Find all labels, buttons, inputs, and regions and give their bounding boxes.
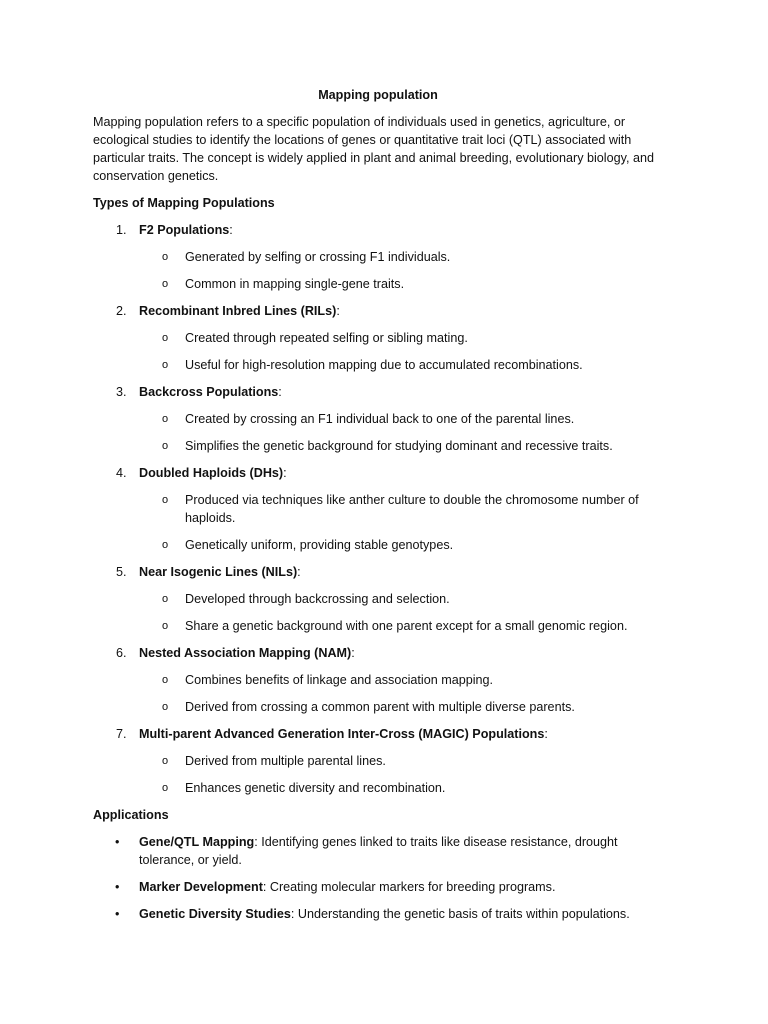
type-name: Recombinant Inbred Lines (RILs) xyxy=(139,304,337,318)
hollow-bullet-icon: o xyxy=(162,494,169,506)
type-suffix: : xyxy=(544,727,548,741)
type-points xyxy=(93,248,663,293)
type-heading-line xyxy=(93,725,663,743)
application-term: Genetic Diversity Studies xyxy=(139,907,291,921)
type-points xyxy=(93,590,663,635)
hollow-bullet-icon: o xyxy=(162,440,169,452)
type-number: 7. xyxy=(116,727,127,741)
type-points xyxy=(93,410,663,455)
type-point-text: Developed through backcrossing and selection. xyxy=(185,592,450,606)
type-name: Nested Association Mapping (NAM) xyxy=(139,646,352,660)
hollow-bullet-icon: o xyxy=(162,251,169,263)
hollow-bullet-icon: o xyxy=(162,593,169,605)
type-name: Multi-parent Advanced Generation Inter-Cross (MAGIC) Populations xyxy=(139,727,545,741)
application-text: : Creating molecular markers for breeding programs. xyxy=(262,880,556,894)
hollow-bullet-icon: o xyxy=(162,278,169,290)
type-point xyxy=(93,752,663,770)
type-item xyxy=(93,464,663,554)
application-text: : Identifying genes linked to traits like disease resistance, drought tolerance, or yield. xyxy=(139,835,618,867)
application-item xyxy=(93,905,663,923)
type-point xyxy=(93,356,663,374)
type-point xyxy=(93,779,663,797)
type-point-text: Simplifies the genetic background for studying dominant and recessive traits. xyxy=(185,439,613,453)
document-page xyxy=(93,86,663,932)
type-suffix: : xyxy=(336,304,340,318)
type-heading-line xyxy=(93,563,663,581)
hollow-bullet-icon: o xyxy=(162,539,169,551)
bullet-icon: • xyxy=(115,907,120,921)
type-number: 1. xyxy=(116,223,127,237)
type-point xyxy=(93,590,663,608)
type-point-text: Created by crossing an F1 individual back to one of the parental lines. xyxy=(185,412,575,426)
type-suffix: : xyxy=(229,223,233,237)
application-item xyxy=(93,833,663,869)
type-name: Doubled Haploids (DHs) xyxy=(139,466,284,480)
hollow-bullet-icon: o xyxy=(162,782,169,794)
bullet-icon: • xyxy=(115,880,120,894)
type-point-text: Derived from multiple parental lines. xyxy=(185,754,386,768)
type-point-text: Produced via techniques like anther culture to double the chromosome number of haploids. xyxy=(185,493,639,525)
type-name: Backcross Populations xyxy=(139,385,279,399)
application-item xyxy=(93,878,663,896)
types-heading: Types of Mapping Populations xyxy=(93,196,275,210)
type-number: 3. xyxy=(116,385,127,399)
hollow-bullet-icon: o xyxy=(162,620,169,632)
type-points xyxy=(93,671,663,716)
type-heading-line xyxy=(93,383,663,401)
type-point-text: Common in mapping single-gene traits. xyxy=(185,277,405,291)
type-heading-line xyxy=(93,464,663,482)
type-heading-line xyxy=(93,302,663,320)
type-point xyxy=(93,671,663,689)
hollow-bullet-icon: o xyxy=(162,701,169,713)
hollow-bullet-icon: o xyxy=(162,674,169,686)
hollow-bullet-icon: o xyxy=(162,755,169,767)
hollow-bullet-icon: o xyxy=(162,359,169,371)
type-point-text: Useful for high-resolution mapping due to accumulated recombinations. xyxy=(185,358,583,372)
type-item xyxy=(93,644,663,716)
type-point xyxy=(93,248,663,266)
type-point xyxy=(93,275,663,293)
type-name: Near Isogenic Lines (NILs) xyxy=(139,565,298,579)
type-point-text: Generated by selfing or crossing F1 individuals. xyxy=(185,250,451,264)
hollow-bullet-icon: o xyxy=(162,413,169,425)
type-heading-line xyxy=(93,644,663,662)
type-suffix: : xyxy=(351,646,355,660)
type-suffix: : xyxy=(283,466,287,480)
type-point xyxy=(93,410,663,428)
type-point xyxy=(93,491,663,527)
applications-heading: Applications xyxy=(93,808,169,822)
type-point xyxy=(93,698,663,716)
type-item xyxy=(93,302,663,374)
type-point xyxy=(93,329,663,347)
application-term: Marker Development xyxy=(139,880,263,894)
type-point-text: Genetically uniform, providing stable genotypes. xyxy=(185,538,454,552)
bullet-icon: • xyxy=(115,835,120,849)
type-suffix: : xyxy=(297,565,301,579)
type-point xyxy=(93,437,663,455)
type-points xyxy=(93,752,663,797)
type-point xyxy=(93,536,663,554)
type-points xyxy=(93,329,663,374)
application-term: Gene/QTL Mapping xyxy=(139,835,255,849)
type-number: 6. xyxy=(116,646,127,660)
type-suffix: : xyxy=(278,385,282,399)
type-item xyxy=(93,383,663,455)
type-point-text: Created through repeated selfing or sibling mating. xyxy=(185,331,468,345)
type-name: F2 Populations xyxy=(139,223,230,237)
type-point-text: Derived from crossing a common parent with multiple diverse parents. xyxy=(185,700,575,714)
type-point-text: Share a genetic background with one parent except for a small genomic region. xyxy=(185,619,628,633)
type-item xyxy=(93,221,663,293)
application-text: : Understanding the genetic basis of traits within populations. xyxy=(290,907,630,921)
type-point-text: Combines benefits of linkage and association mapping. xyxy=(185,673,494,687)
type-number: 5. xyxy=(116,565,127,579)
document-title: Mapping population xyxy=(318,88,438,102)
type-number: 4. xyxy=(116,466,127,480)
type-item xyxy=(93,725,663,797)
type-heading-line xyxy=(93,221,663,239)
types-list xyxy=(93,221,663,797)
type-points xyxy=(93,491,663,554)
hollow-bullet-icon: o xyxy=(162,332,169,344)
type-point xyxy=(93,617,663,635)
type-number: 2. xyxy=(116,304,127,318)
type-item xyxy=(93,563,663,635)
intro-paragraph: Mapping population refers to a specific population of individuals used in genetics, agriculture, or ecological studies to identify the locations of genes or quantitative trait loci (QTL) associated with particular traits. The concept is widely applied in plant and animal breeding, evolutionary biology, and conservation genetics. xyxy=(93,115,654,183)
applications-list xyxy=(93,833,663,923)
type-point-text: Enhances genetic diversity and recombination. xyxy=(185,781,446,795)
